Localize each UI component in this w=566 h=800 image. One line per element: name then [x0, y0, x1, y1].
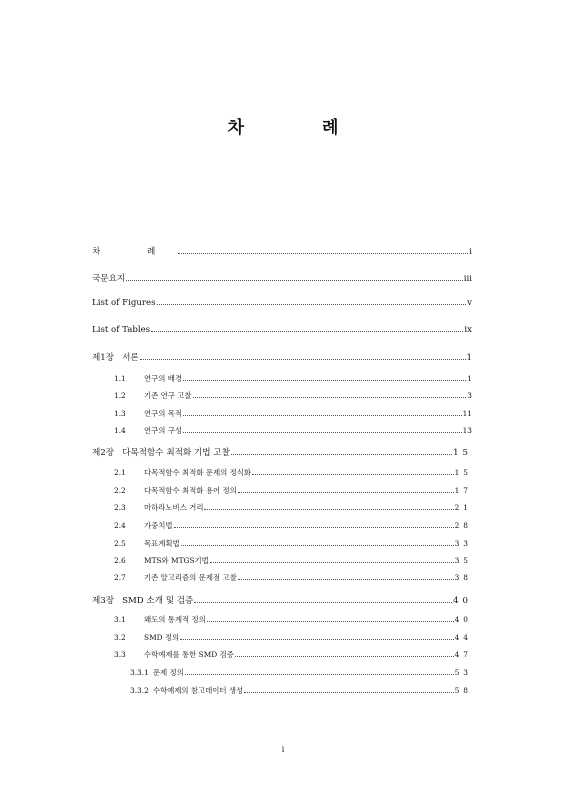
toc-entry[interactable] [92, 245, 472, 257]
toc-entry[interactable] [92, 390, 472, 401]
toc-entry-page: 21 [454, 503, 472, 512]
toc-entry-number: 1.2 [114, 391, 126, 400]
toc-entry[interactable] [92, 685, 472, 696]
toc-entry[interactable] [92, 425, 472, 436]
toc-entry-page: 53 [454, 668, 472, 677]
toc-entry[interactable] [92, 446, 472, 458]
toc-leader-dots [126, 280, 463, 281]
toc-entry[interactable] [92, 649, 472, 660]
toc-leader-dots [140, 359, 466, 360]
toc-entry-label: 목표계획법 [144, 539, 180, 548]
toc-entry-number: 3.3.2 [130, 686, 149, 695]
toc-leader-dots [193, 397, 467, 398]
toc-entry[interactable] [92, 467, 472, 478]
toc-entry-number: 2.7 [114, 573, 126, 582]
toc-entry[interactable] [92, 555, 472, 566]
toc-entry-label: 다목적함수 최적화 용어 정의 [144, 486, 237, 495]
toc-entry-label: 기존 알고리즘의 문제점 고찰 [144, 573, 237, 582]
toc-entry-label: 기존 연구 고찰 [144, 391, 192, 400]
toc-entry-number: 3.2 [114, 633, 126, 642]
toc-leader-dots [231, 454, 452, 455]
toc-leader-dots [238, 579, 454, 580]
toc-entry[interactable] [92, 351, 472, 363]
toc-entry-label: 연구의 배경 [144, 374, 183, 383]
toc-entry-label: SMD 소개 및 검증 [122, 596, 194, 606]
toc-entry-page: 13 [462, 426, 472, 435]
toc-entry-number: 제3장 [92, 596, 115, 606]
toc-entry-page: v [467, 298, 472, 308]
toc-leader-dots [185, 674, 454, 675]
toc-leader-dots [181, 545, 454, 546]
toc-leader-dots [183, 380, 466, 381]
toc-leader-dots [157, 304, 467, 305]
toc-entry-page: 38 [454, 573, 472, 582]
toc-entry-label: 마하라노비스 거리 [144, 503, 204, 512]
toc-entry-label: 수학예제의 참고데이터 생성 [152, 686, 244, 695]
toc-leader-dots [204, 509, 453, 510]
page-title: 차 례 [227, 118, 375, 138]
toc-entry-label: 문제 정의 [152, 668, 184, 677]
toc-leader-dots [178, 253, 468, 254]
toc-entry-number: 2.5 [114, 539, 126, 548]
toc-entry[interactable] [92, 298, 472, 308]
toc-entry-number: 3.3 [114, 650, 126, 659]
toc-entry-page: 17 [454, 486, 472, 495]
toc-entry-label: 다목적함수 최적화 문제의 정식화 [144, 468, 252, 477]
toc-entry[interactable] [92, 614, 472, 625]
toc-entry-label: 가중치법 [144, 521, 173, 530]
toc-leader-dots [210, 562, 454, 563]
toc-entry-page: 15 [453, 448, 472, 458]
toc-entry-page: i [469, 247, 472, 257]
toc-entry-number: 제2장 [92, 448, 115, 458]
toc-entry[interactable] [92, 538, 472, 549]
toc-entry-label: 연구의 목적 [144, 409, 183, 418]
toc-entry-page: 58 [454, 686, 472, 695]
toc-leader-dots [174, 527, 454, 528]
toc-entry-number: 2.6 [114, 556, 126, 565]
toc-entry[interactable] [92, 632, 472, 643]
toc-entry[interactable] [92, 485, 472, 496]
toc-entry[interactable] [92, 373, 472, 384]
toc-entry[interactable] [92, 502, 472, 513]
toc-entry-page: 28 [454, 521, 472, 530]
toc-leader-dots [194, 602, 452, 603]
toc-entry-page: ix [464, 325, 472, 335]
toc-entry[interactable] [92, 325, 472, 335]
toc-entry-number: 1.1 [114, 374, 126, 383]
toc-entry[interactable] [92, 667, 472, 678]
toc-entry-label: 연구의 구성 [144, 426, 183, 435]
toc-leader-dots [244, 692, 453, 693]
toc-leader-dots [235, 656, 454, 657]
toc-entry-label: List of Figures [92, 298, 156, 308]
toc-entry-label: List of Tables [92, 325, 151, 335]
toc-entry-page: 15 [454, 468, 472, 477]
toc-leader-dots [238, 492, 454, 493]
toc-entry-page: 1 [467, 374, 472, 383]
toc-entry-page: 40 [453, 596, 472, 606]
toc-entry-label: MTS와 MTGS기법 [144, 556, 209, 565]
toc-leader-dots [151, 331, 463, 332]
page-number: i [281, 745, 285, 754]
toc-entry[interactable] [92, 408, 472, 419]
toc-entry-number: 3.3.1 [130, 668, 149, 677]
toc-entry-page: 35 [454, 556, 472, 565]
toc-entry-number: 제1장 [92, 353, 115, 363]
toc-leader-dots [180, 639, 453, 640]
toc-leader-dots [183, 432, 462, 433]
toc-entry[interactable] [92, 572, 472, 583]
toc-leader-dots [252, 474, 454, 475]
toc-entry-page: 33 [454, 539, 472, 548]
toc-entry-number: 2.4 [114, 521, 126, 530]
toc-entry-label: 국문요지 [92, 274, 126, 284]
toc-entry[interactable] [92, 272, 472, 284]
toc-entry-number: 3.1 [114, 615, 126, 624]
toc-entry-label: 차 례 [92, 247, 178, 257]
toc-entry-label: 서론 [122, 353, 139, 363]
toc-entry[interactable] [92, 520, 472, 531]
toc-entry-number: 2.1 [114, 468, 126, 477]
toc-leader-dots [207, 621, 454, 622]
toc-entry-page: iii [463, 274, 472, 284]
toc-entry-page: 1 [466, 353, 472, 363]
toc-entry-page: 40 [454, 615, 472, 624]
toc-entry-label: 다목적함수 최적화 기법 고찰 [122, 448, 230, 458]
toc-entry-number: 1.4 [114, 426, 126, 435]
toc-entry-page: 3 [467, 391, 472, 400]
toc-entry[interactable] [92, 594, 472, 606]
toc-entry-number: 2.3 [114, 503, 126, 512]
toc-leader-dots [183, 415, 462, 416]
toc-entry-label: 수학예제를 통한 SMD 검증 [144, 650, 234, 659]
toc-entry-number: 1.3 [114, 409, 126, 418]
toc-entry-number: 2.2 [114, 486, 126, 495]
toc-entry-page: 11 [462, 409, 472, 418]
toc-entry-label: 왜도의 통계적 정의 [144, 615, 206, 624]
toc-entry-page: 47 [454, 650, 472, 659]
toc-entry-page: 44 [454, 633, 472, 642]
toc-entry-label: SMD 정의 [144, 633, 180, 642]
